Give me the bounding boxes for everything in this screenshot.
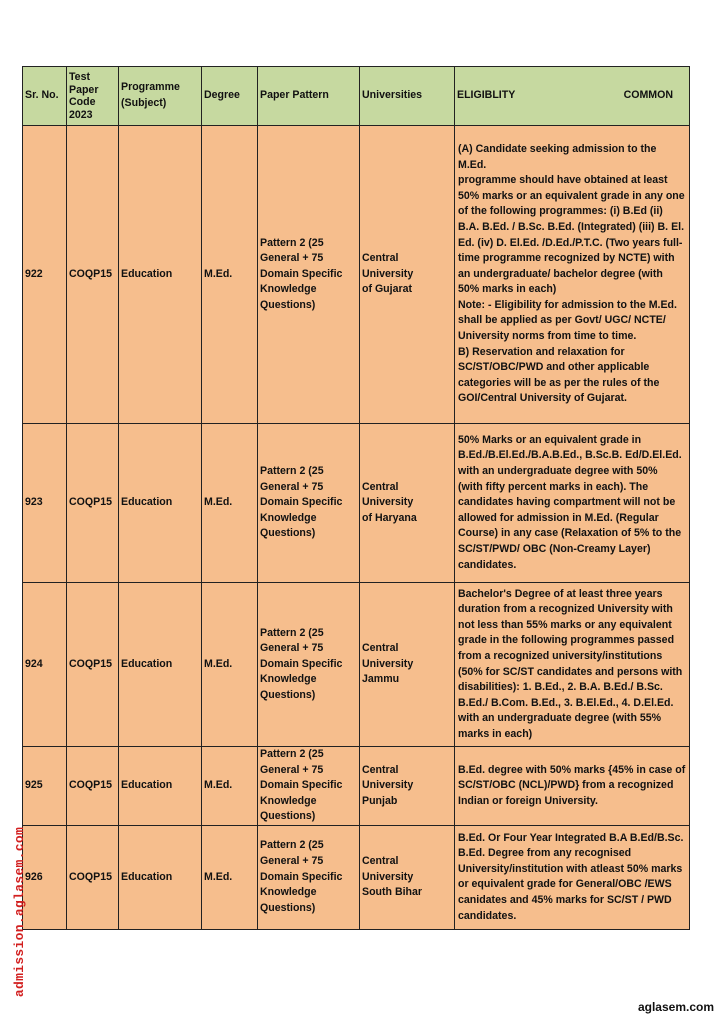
university-cell: Central University of Gujarat	[360, 126, 455, 424]
table-row	[23, 747, 690, 826]
eligibility-cell: B.Ed. degree with 50% marks {45% in case of SC/ST/OBC (NCL)/PWD} from a recognized Indian or foreign University.	[455, 747, 690, 826]
sr-no-cell: 926	[23, 825, 67, 929]
degree-cell: M.Ed.	[202, 747, 258, 826]
pattern-cell: Pattern 2 (25 General + 75 Domain Specific Knowledge Questions)	[258, 825, 360, 929]
header-common-label: COMMON	[623, 89, 673, 102]
table-header-row	[23, 67, 690, 126]
eligibility-cell: B.Ed. Or Four Year Integrated B.A B.Ed/B.Sc. B.Ed. Degree from any recognised University/institution with atleast 50% marks or equivalent grade for General/OBC /EWS canidates and 45% marks for SC/ST / PWD candidates.	[455, 825, 690, 929]
footer-brand: aglasem.com	[637, 1000, 714, 1014]
header-sr-no: Sr. No.	[23, 67, 67, 126]
pattern-cell: Pattern 2 (25 General + 75 Domain Specific Knowledge Questions)	[258, 126, 360, 424]
sr-no-cell: 924	[23, 583, 67, 747]
programme-cell: Education	[119, 747, 202, 826]
side-watermark: admission.aglasem.com	[12, 826, 27, 998]
table-row	[23, 825, 690, 929]
code-cell: COQP15	[67, 126, 119, 424]
degree-cell: M.Ed.	[202, 126, 258, 424]
eligibility-cell: 50% Marks or an equivalent grade in B.Ed./B.El.Ed./B.A.B.Ed., B.Sc.B. Ed/D.El.Ed. with an undergraduate degree with 50% (with fifty percent marks in each). The candidates having compartment will not be allowed for admission in M.Ed. (Regular Course) in any case (Relaxation of 5% to the SC/ST/PWD/ OBC (Non-Creamy Layer) candidates.	[455, 424, 690, 583]
pattern-cell: Pattern 2 (25 General + 75 Domain Specific Knowledge Questions)	[258, 583, 360, 747]
table-row	[23, 583, 690, 747]
degree-cell: M.Ed.	[202, 424, 258, 583]
header-programme: Programme (Subject)	[119, 67, 202, 126]
eligibility-cell: Bachelor's Degree of at least three years duration from a recognized University with not less than 55% marks or any equivalent grade in the following programmes passed from a recognized university/institutions (50% for SC/ST candidates and persons with disabilities): 1. B.Ed., 2. B.A. B.Ed./ B.Sc. B.Ed./ B.Com. B.Ed., 3. B.El.Ed., 4. D.El.Ed. with an undergraduate degree (with 55% marks in each)	[455, 583, 690, 747]
header-paper-pattern: Paper Pattern	[258, 67, 360, 126]
header-eligibility	[455, 67, 690, 126]
degree-cell: M.Ed.	[202, 825, 258, 929]
programme-cell: Education	[119, 126, 202, 424]
sr-no-cell: 923	[23, 424, 67, 583]
eligibility-cell: (A) Candidate seeking admission to the M.Ed. programme should have obtained at least 50% marks or an equivalent grade in any one of the following programmes: (i) B.Ed (ii) B.A. B.Ed. / B.Sc. B.Ed. (Integrated) (iii) B. El. Ed. (iv) D. El.Ed. /D.Ed./P.T.C. (Two years full- time programme recognized by NCTE) with an undergraduate/ bachelor degree (with 50% marks in each) Note: - Eligibility for admission to the M.Ed. shall be applied as per Govt/ UGC/ NCTE/ University norms from time to time. B) Reservation and relaxation for SC/ST/OBC/PWD and other applicable categories will be as per the rules of the GOI/Central University of Gujarat.	[455, 126, 690, 424]
programme-cell: Education	[119, 424, 202, 583]
header-eligibility-label: ELIGIBLITY	[457, 89, 516, 102]
eligibility-table	[22, 66, 690, 930]
university-cell: Central University Punjab	[360, 747, 455, 826]
pattern-cell: Pattern 2 (25 General + 75 Domain Specific Knowledge Questions)	[258, 424, 360, 583]
degree-cell: M.Ed.	[202, 583, 258, 747]
sr-no-cell: 922	[23, 126, 67, 424]
table-row	[23, 424, 690, 583]
programme-cell: Education	[119, 825, 202, 929]
university-cell: Central University South Bihar	[360, 825, 455, 929]
code-cell: COQP15	[67, 424, 119, 583]
pattern-cell: Pattern 2 (25 General + 75 Domain Specific Knowledge Questions)	[258, 747, 360, 826]
header-universities: Universities	[360, 67, 455, 126]
code-cell: COQP15	[67, 583, 119, 747]
table-row	[23, 126, 690, 424]
header-degree: Degree	[202, 67, 258, 126]
university-cell: Central University Jammu	[360, 583, 455, 747]
header-test-paper-code: Test Paper Code 2023	[67, 67, 119, 126]
university-cell: Central University of Haryana	[360, 424, 455, 583]
programme-cell: Education	[119, 583, 202, 747]
sr-no-cell: 925	[23, 747, 67, 826]
code-cell: COQP15	[67, 825, 119, 929]
code-cell: COQP15	[67, 747, 119, 826]
